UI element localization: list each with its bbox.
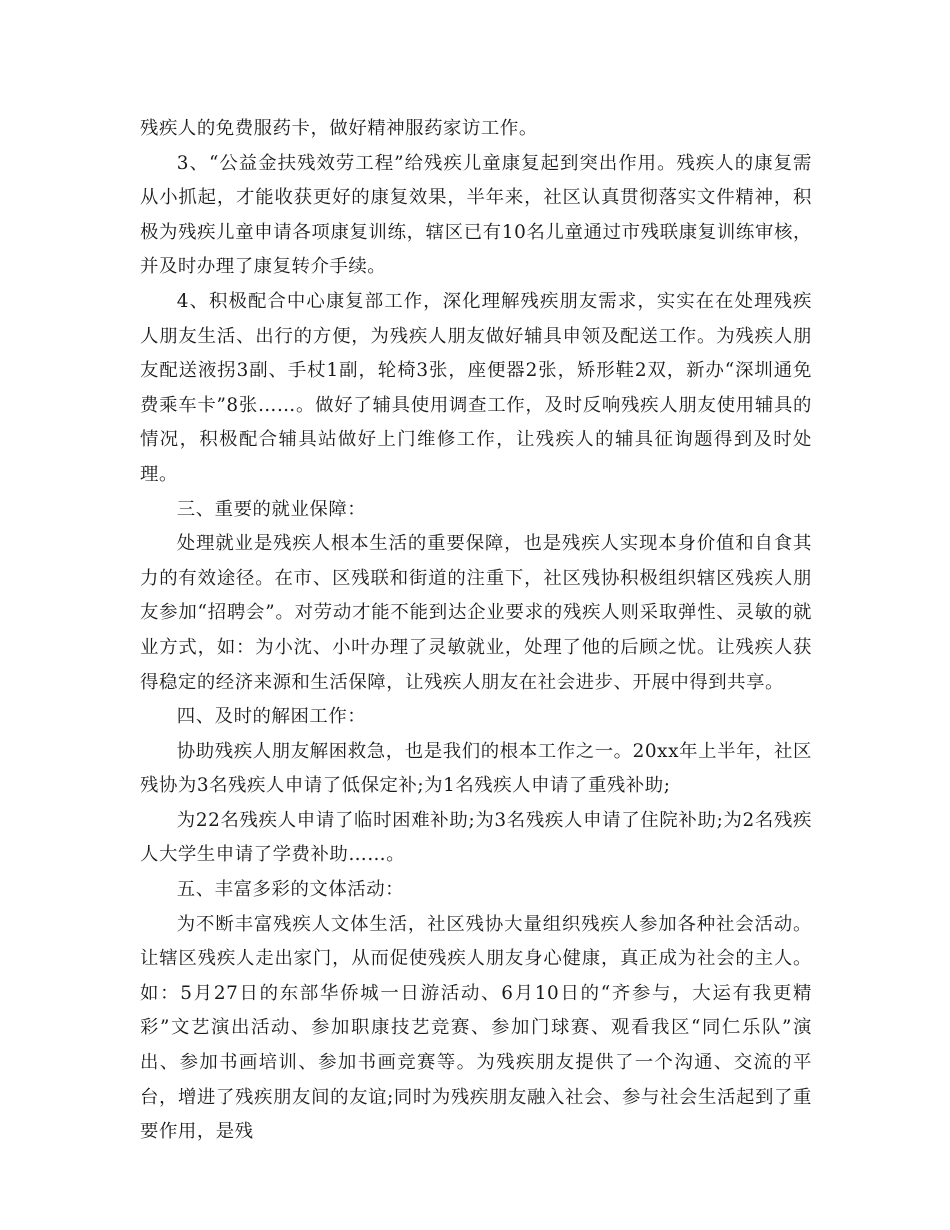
- paragraph-continuation: 残疾人的免费服药卡，做好精神服药家访工作。: [140, 118, 538, 139]
- paragraph-item-3: 3、“公益金扶残效劳工程”给残疾儿童康复起到突出作用。残疾人的康复需从小抓起，才能收获更好的康复效果，半年来，社区认真贯彻落实文件精神，积极为残疾儿童申请各项康复训练，辖区已有10名儿童通过市残联康复训练审核，并及时办理了康复转介手续。: [140, 152, 812, 278]
- section-heading-activities: 五、丰富多彩的文体活动：: [176, 879, 405, 901]
- section-heading-relief: 四、及时的解困工作：: [176, 706, 367, 728]
- paragraph-relief-1: 协助残疾人朋友解困救急，也是我们的根本工作之一。20xx年上半年，社区残协为3名残疾人申请了低保定补;为1名残疾人申请了重残补助;: [140, 740, 812, 797]
- paragraph-employment: 处理就业是残疾人根本生活的重要保障，也是残疾人实现本身价值和自食其力的有效途径。在市、区残联和街道的注重下，社区残协积极组织辖区残疾人朋友参加“招聘会”。对劳动才能不能到达企业要求的残疾人则采取弹性、灵敏的就业方式，如：为小沈、小叶办理了灵敏就业，处理了他的后顾之忧。让残疾人获得稳定的经济来源和生活保障，让残疾人朋友在社会进步、开展中得到共享。: [140, 533, 812, 693]
- document-body: [140, 112, 812, 1150]
- paragraph-item-4: 4、积极配合中心康复部工作，深化理解残疾朋友需求，实实在在处理残疾人朋友生活、出行的方便，为残疾人朋友做好辅具申领及配送工作。为残疾人朋友配送液拐3副、手杖1副，轮椅3张，座便器2张，矫形鞋2双，新办“深圳通免费乘车卡”8张……。做好了辅具使用调查工作，及时反响残疾人朋友使用辅具的情况，积极配合辅具站做好上门维修工作，让残疾人的辅具征询题得到及时处理。: [140, 290, 812, 485]
- paragraph-activities: 为不断丰富残疾人文体生活，社区残协大量组织残疾人参加各种社会活动。让辖区残疾人走出家门，从而促使残疾人朋友身心健康，真正成为社会的主人。如：5月27日的东部华侨城一日游活动、6月10日的“齐参与，大运有我更精彩”文艺演出活动、参加职康技艺竞赛、参加门球赛、观看我区“同仁乐队”演出、参加书画培训、参加书画竞赛等。为残疾朋友提供了一个沟通、交流的平台，增进了残疾朋友间的友谊;同时为残疾朋友融入社会、参与社会生活起到了重要作用，是残: [140, 913, 812, 1143]
- paragraph-relief-2: 为22名残疾人申请了临时困难补助;为3名残疾人申请了住院补助;为2名残疾人大学生申请了学费补助……。: [140, 809, 812, 866]
- section-heading-employment: 三、重要的就业保障：: [176, 498, 367, 520]
